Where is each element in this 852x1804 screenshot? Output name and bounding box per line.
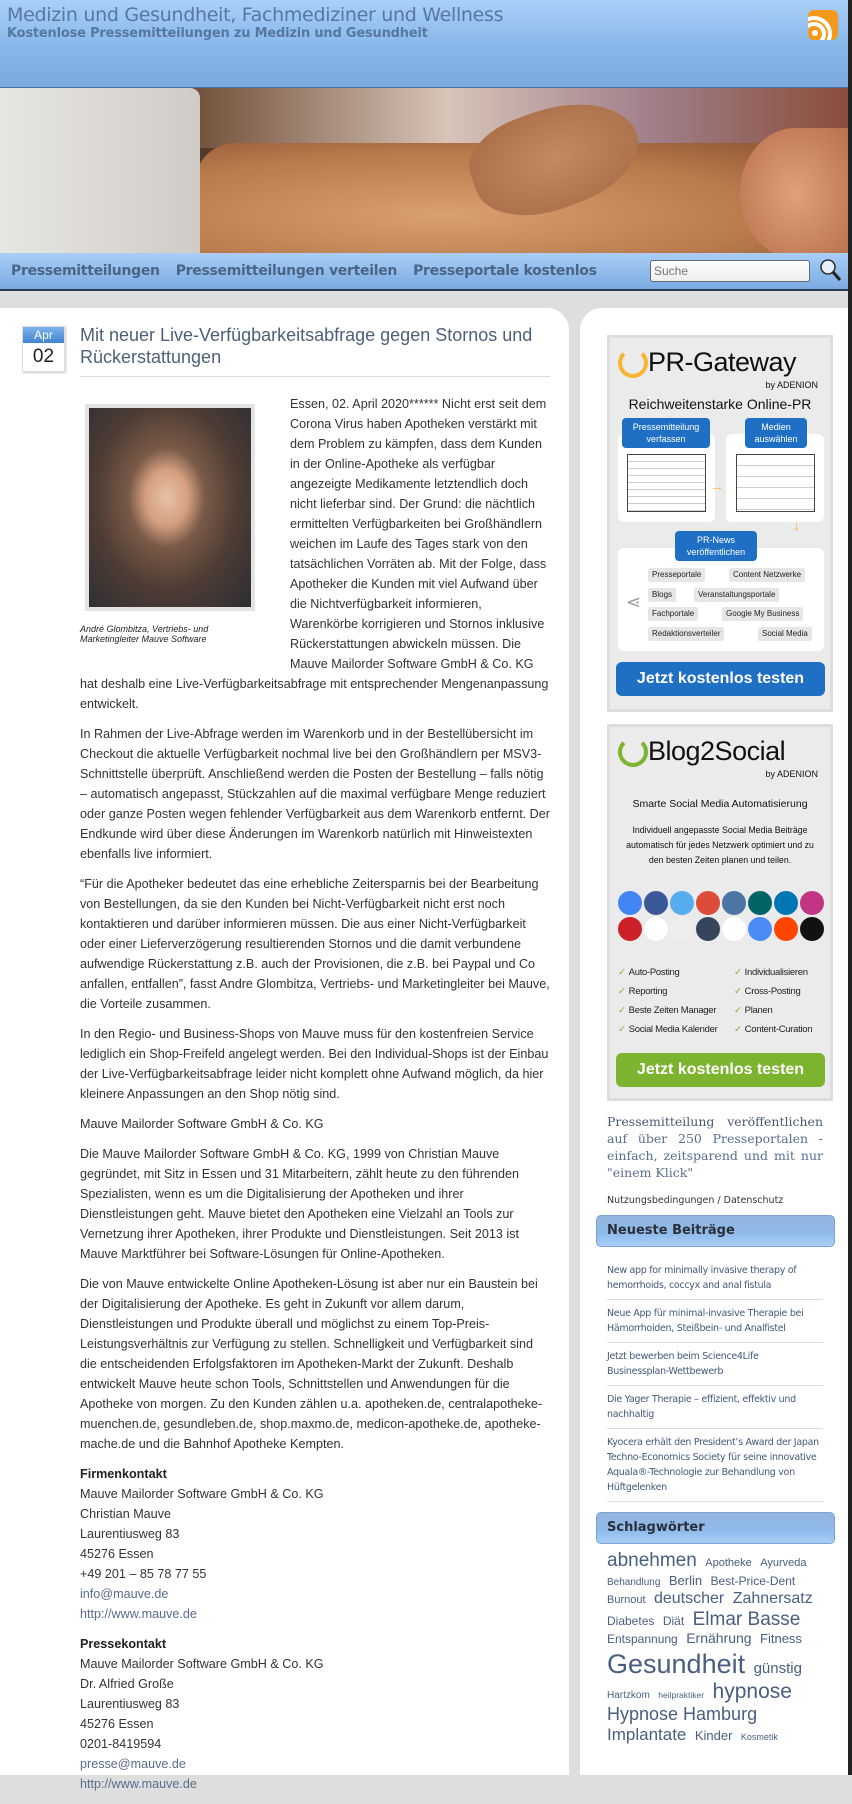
- diigo-icon: [748, 917, 772, 941]
- site-subtitle: Kostenlose Pressemitteilungen zu Medizin und Gesundheit: [7, 26, 428, 41]
- channel-tag: Content Netzwerke: [729, 568, 805, 582]
- channel-tag: Blogs: [648, 588, 676, 602]
- tag-link[interactable]: Apotheke: [705, 1557, 752, 1569]
- article-title: Mit neuer Live-Verfügbarkeitsabfrage gegen Stornos und Rückerstattungen: [80, 324, 550, 377]
- tags-heading: Schlagwörter: [596, 1512, 835, 1544]
- feature: Content-Curation: [744, 1024, 813, 1035]
- channel-tag: Fachportale: [648, 607, 698, 621]
- tag-link[interactable]: Entspannung: [607, 1632, 678, 1647]
- recent-post-link[interactable]: Die Yager Therapie – effizient, effektiv und nachhaltig: [607, 1386, 823, 1429]
- promo-rest: auf über 250 Presseportalen - einfach, zeitsparend und mit nur "einem Klick": [607, 1131, 823, 1180]
- tag-link[interactable]: Behandlung: [607, 1576, 661, 1588]
- firmenkontakt: [80, 1464, 552, 1624]
- bloglovin-icon: [800, 917, 824, 941]
- tag-link[interactable]: Best-Price-Dent: [710, 1573, 796, 1588]
- contact-line: Laurentiusweg 83: [80, 1697, 180, 1711]
- channel-tag: Social Media: [758, 627, 812, 641]
- nav-pressemitteilungen[interactable]: Pressemitteilungen: [11, 263, 160, 279]
- feature: Social Media Kalender: [628, 1024, 718, 1035]
- instagram-icon: [800, 891, 824, 915]
- feature: Auto-Posting: [628, 967, 680, 978]
- google-plus-icon: [696, 891, 720, 915]
- feature: Cross-Posting: [744, 986, 801, 997]
- feature-list-left: [618, 963, 717, 1039]
- blog2social-description: Individuell angepasste Social Media Beiträge automatisch für jedes Netzwerk optimiert und zu den besten Zeiten planen und teilen.: [626, 825, 814, 865]
- checklist-icon: [736, 454, 815, 512]
- adenion-label: by ADENION: [765, 380, 818, 390]
- article-body: [80, 394, 552, 1804]
- feature-list-right: [734, 963, 812, 1039]
- date-badge: [22, 326, 65, 372]
- contact-line: Dr. Alfried Große: [80, 1677, 174, 1691]
- adenion-label: by ADENION: [765, 769, 818, 779]
- pinterest-icon: [618, 917, 642, 941]
- contact-line: Mauve Mailorder Software GmbH & Co. KG: [80, 1487, 324, 1501]
- tag-link[interactable]: Implantate: [607, 1725, 687, 1745]
- torial-icon: [722, 917, 746, 941]
- channel-tag: Redaktionsverteiler: [648, 627, 724, 641]
- feature: Reporting: [628, 986, 668, 997]
- check-icon: ✓: [618, 967, 626, 978]
- tag-link[interactable]: heilpraktiker: [658, 1689, 705, 1700]
- tag-cloud: [607, 1550, 817, 1746]
- arrow-right-icon: →: [710, 478, 724, 494]
- date-month: Apr: [23, 327, 64, 343]
- xing-icon: [748, 891, 772, 915]
- pr-gateway-headline: Reichweitenstarke Online-PR: [628, 396, 812, 412]
- promo-text[interactable]: [607, 1113, 823, 1181]
- firmenkontakt-heading: Firmenkontakt: [80, 1467, 167, 1481]
- tag-link[interactable]: abnehmen: [607, 1550, 697, 1571]
- recent-posts-list: [607, 1257, 823, 1502]
- main-nav: [0, 253, 848, 291]
- header-banner-image: [0, 88, 848, 253]
- photo-caption: André Glombitza, Vertriebs- und Marketingleiter Mauve Software: [80, 624, 209, 644]
- contact-line: Laurentiusweg 83: [80, 1527, 180, 1541]
- sidebar: [580, 308, 848, 1775]
- tag-link[interactable]: Fitness: [760, 1631, 802, 1647]
- contact-line: Christian Mauve: [80, 1507, 171, 1521]
- pr-gateway-ad[interactable]: [607, 335, 833, 712]
- tag-link[interactable]: Diabetes: [607, 1613, 655, 1628]
- nav-pressemitteilungen-verteilen[interactable]: Pressemitteilungen verteilen: [175, 263, 398, 279]
- tag-link[interactable]: Hypnose Hamburg: [607, 1704, 758, 1725]
- paragraph: Mauve Mailorder Software GmbH & Co. KG: [80, 1117, 324, 1131]
- email-link[interactable]: info@mauve.de: [80, 1587, 169, 1601]
- tag-link[interactable]: hypnose: [712, 1679, 792, 1703]
- rss-icon[interactable]: [808, 10, 838, 40]
- step-select-media: Medien auswählen: [745, 418, 807, 448]
- step-publish: PR-News veröffentlichen: [675, 531, 757, 561]
- promo-first: Pressemitteilung veröffentlichen: [607, 1114, 823, 1129]
- check-icon: ✓: [618, 1024, 626, 1035]
- tag-link[interactable]: Diät: [662, 1613, 685, 1628]
- check-icon: ✓: [734, 986, 742, 997]
- contact-line: +49 201 – 85 78 77 55: [80, 1567, 207, 1581]
- recent-posts-heading: Neueste Beiträge: [596, 1215, 835, 1247]
- paragraph: Die Mauve Mailorder Software GmbH & Co. KG, 1999 von Christian Mauve gegründet, mit Sitz in Essen und 31 Mitarbeitern, zählt heute zu den führenden Spezialisten, wenn es um die Digitalisierung der Apotheken und ihrer Dienstleistungen geht. Mauve bietet den Apotheken eine Vielzahl an Tools zur Vernetzung ihrer Apotheken, ihrer Produkte und Dienstleistungen. Seit 2013 ist Mauve Marktführer bei Software-Lösungen für Online-Apotheken.: [80, 1147, 519, 1261]
- check-icon: ✓: [734, 967, 742, 978]
- channel-tag: Google My Business: [722, 607, 803, 621]
- check-icon: ✓: [734, 1005, 742, 1016]
- tag-link[interactable]: günstig: [753, 1659, 802, 1677]
- nav-presseportale-kostenlos[interactable]: Presseportale kostenlos: [413, 263, 597, 279]
- tag-link[interactable]: Elmar Basse: [692, 1608, 801, 1630]
- sidebar-widgets: [607, 1113, 823, 1746]
- social-network-icons: [618, 891, 828, 941]
- step-write: Pressemitteilung verfassen: [622, 418, 710, 448]
- flickr-icon: [644, 917, 668, 941]
- date-day: 02: [32, 346, 55, 367]
- search-input[interactable]: [650, 260, 810, 282]
- google-my-business-icon: [618, 891, 642, 915]
- tag-link[interactable]: Zahnersatz: [732, 1590, 813, 1608]
- blog2social-headline: Smarte Social Media Automatisierung: [632, 798, 808, 810]
- linkedin-icon: [774, 891, 798, 915]
- paragraph: In den Regio- und Business-Shops von Mauve muss für den kostenfreien Service lediglich ein Shop-Freifeld angelegt werden. Bei den Individual-Shops ist der Einbau der Live-Verfügbarkeitsabfrage leider nicht komplett ohne Aufwand möglich, da hier kleinere Anpassungen an den Shop nötig sind.: [80, 1027, 549, 1101]
- contact-line: 45276 Essen: [80, 1717, 154, 1731]
- article-panel: [0, 308, 569, 1791]
- twitter-icon: [670, 891, 694, 915]
- legal-link[interactable]: Nutzungsbedingungen / Datenschutz: [607, 1195, 784, 1206]
- check-icon: ✓: [618, 1005, 626, 1016]
- feature: Individualisieren: [744, 967, 808, 978]
- channel-tag: Veranstaltungsportale: [694, 588, 779, 602]
- blog2social-cta-button[interactable]: Jetzt kostenlos testen: [616, 1053, 825, 1087]
- contact-line: 0201-8419594: [80, 1737, 162, 1751]
- recent-post-link[interactable]: Kyocera erhält den President’s Award der Japan Techno-Economics Society für seine innovative Aquala®-Technologie zur Behandlung von Hüftgelenken: [607, 1429, 823, 1502]
- tag-link[interactable]: Gesundheit: [607, 1648, 746, 1679]
- blog2social-ad[interactable]: [607, 724, 833, 1101]
- email-link[interactable]: presse@mauve.de: [80, 1757, 186, 1771]
- tag-link[interactable]: Kosmetik: [740, 1732, 778, 1743]
- share-icon: ⋖: [626, 592, 642, 612]
- check-icon: ✓: [734, 1024, 742, 1035]
- paragraph: “Für die Apotheker bedeutet das eine erhebliche Zeitersparnis bei der Bearbeitung von Bestellungen, da sie den Kunden bei Nicht-Verfügbarkeit nicht erst noch kontaktieren und darüber informieren müssen. Die aus einer Nicht-Verfügbarkeit oder einer Lieferverzögerung resultierenden Stornos und die damit verbundene aufwendige Rückerstattung z.B. auch der Provisionen, die z.B. bei Paypal und Co anfallen, entfallen”, fasst Andre Glombitza, Vertriebs- und Marketingleiter bei Mauve, die Vorteile zusammen.: [80, 877, 550, 1011]
- pr-gateway-logo: PR-Gateway: [648, 347, 797, 377]
- document-icon: [627, 454, 706, 512]
- reddit-icon: [774, 917, 798, 941]
- recent-post-link[interactable]: Jetzt bewerben beim Science4Life Businessplan-Wettbewerb: [607, 1343, 823, 1386]
- paragraph: In Rahmen der Live-Abfrage werden im Warenkorb und in der Bestellübersicht im Checkout die aktuelle Verfügbarkeit nochmal live bei den Großhändlern per MSV3-Schnittstelle überprüft. Anschließend werden die Posten der Bestellung – falls nötig – automatisch angepasst, Stückzahlen auf die maximal verfügbare Menge reduziert oder ganze Posten wegen fehlender Verfügbarkeit aus dem Warenkorb entfernt. Der Endkunde wird über diese Änderungen im Warenkorb natürlich mit Hinweistexten ebenfalls live informiert.: [80, 727, 550, 861]
- pr-gateway-logo-icon: [618, 348, 648, 378]
- paragraph: Essen, 02. April 2020****** Nicht erst seit dem Corona Virus haben Apotheken verstärkt mit dem Problem zu kämpfen, dass dem Kunden in der Online-Apotheke als verfügbar angezeigte Medikamente letztendlich doch nicht lieferbar sind. Der Grund: die nächtlich ermittelten Verfügbarkeiten bei Großhändlern weichen im Laufe des Tages stark von den tatsächlichen Vorräten ab. Mit der Folge, dass Apotheker die Kunden mit viel Aufwand über die Nichtverfügbarkeit informieren, Warenkörbe korrigieren und Stornos inklusive Rückerstattungen abwickeln müssen. Die Mauve Mailorder Software GmbH & Co. KG hat deshalb eine Live-Verfügbarkeitsabfrage mit entsprechender Mengenanpassung entwickelt.: [80, 397, 549, 711]
- pressekontakt-heading: Pressekontakt: [80, 1637, 167, 1651]
- blog2social-logo: Blog2Social: [648, 736, 786, 766]
- tumblr-icon: [696, 917, 720, 941]
- contact-line: 45276 Essen: [80, 1547, 154, 1561]
- check-icon: ✓: [618, 986, 626, 997]
- site-title[interactable]: Medizin und Gesundheit, Fachmediziner und Wellness: [7, 4, 504, 26]
- vk-icon: [722, 891, 746, 915]
- facebook-icon: [644, 891, 668, 915]
- arrow-down-icon: ↓: [793, 517, 800, 533]
- tag-link[interactable]: Hartzkom: [607, 1689, 650, 1701]
- tag-link[interactable]: Berlin: [668, 1572, 703, 1588]
- magnifier-icon[interactable]: [818, 258, 842, 282]
- contact-line: Mauve Mailorder Software GmbH & Co. KG: [80, 1657, 324, 1671]
- pressekontakt: [80, 1634, 552, 1794]
- feature: Planen: [744, 1005, 773, 1016]
- site-header: [0, 0, 848, 88]
- tag-link[interactable]: deutscher: [653, 1590, 725, 1608]
- feature: Beste Zeiten Manager: [628, 1005, 717, 1016]
- medium-icon: [670, 917, 694, 941]
- tag-link[interactable]: Ayurveda: [760, 1557, 807, 1569]
- tag-link[interactable]: Kinder: [694, 1728, 733, 1744]
- recent-post-link[interactable]: Neue App für minimal-invasive Therapie bei Hämorrhoiden, Steißbein- und Analfistel: [607, 1300, 823, 1343]
- recent-post-link[interactable]: New app for minimally invasive therapy of hemorrhoids, coccyx and anal fistula: [607, 1257, 823, 1300]
- tag-link[interactable]: Ernährung: [686, 1630, 752, 1647]
- blog2social-logo-icon: [618, 737, 648, 767]
- channel-tag: Presseportale: [648, 568, 705, 582]
- website-link[interactable]: http://www.mauve.de: [80, 1777, 197, 1791]
- pr-gateway-cta-button[interactable]: Jetzt kostenlos testen: [616, 662, 825, 696]
- tag-link[interactable]: Burnout: [607, 1594, 646, 1607]
- paragraph: Die von Mauve entwickelte Online Apotheken-Lösung ist aber nur ein Baustein bei der Digitalisierung der Apotheke. Es geht in Zukunft vor allem darum, Dienstleistungen und Produkte überall und möglichst zu einem Top-Preis-Leistungsverhältnis zur Verfügung zu stellen. Schnelligkeit und Verfügbarkeit sind die entscheidenden Erfolgsfaktoren im Apotheken-Markt der Zukunft. Deshalb entwickelt Mauve heute schon Tools, Schnittstellen und Anwendungen für die Apotheke von morgen. Zu den Kunden zählen u.a. apotheken.de, centralapotheke-muenchen.de, gesundleben.de, shop.maxmo.de, medicon-apotheke.de, apotheke-mache.de und die Bahnhof Apotheke Kempten.: [80, 1277, 543, 1451]
- website-link[interactable]: http://www.mauve.de: [80, 1607, 197, 1621]
